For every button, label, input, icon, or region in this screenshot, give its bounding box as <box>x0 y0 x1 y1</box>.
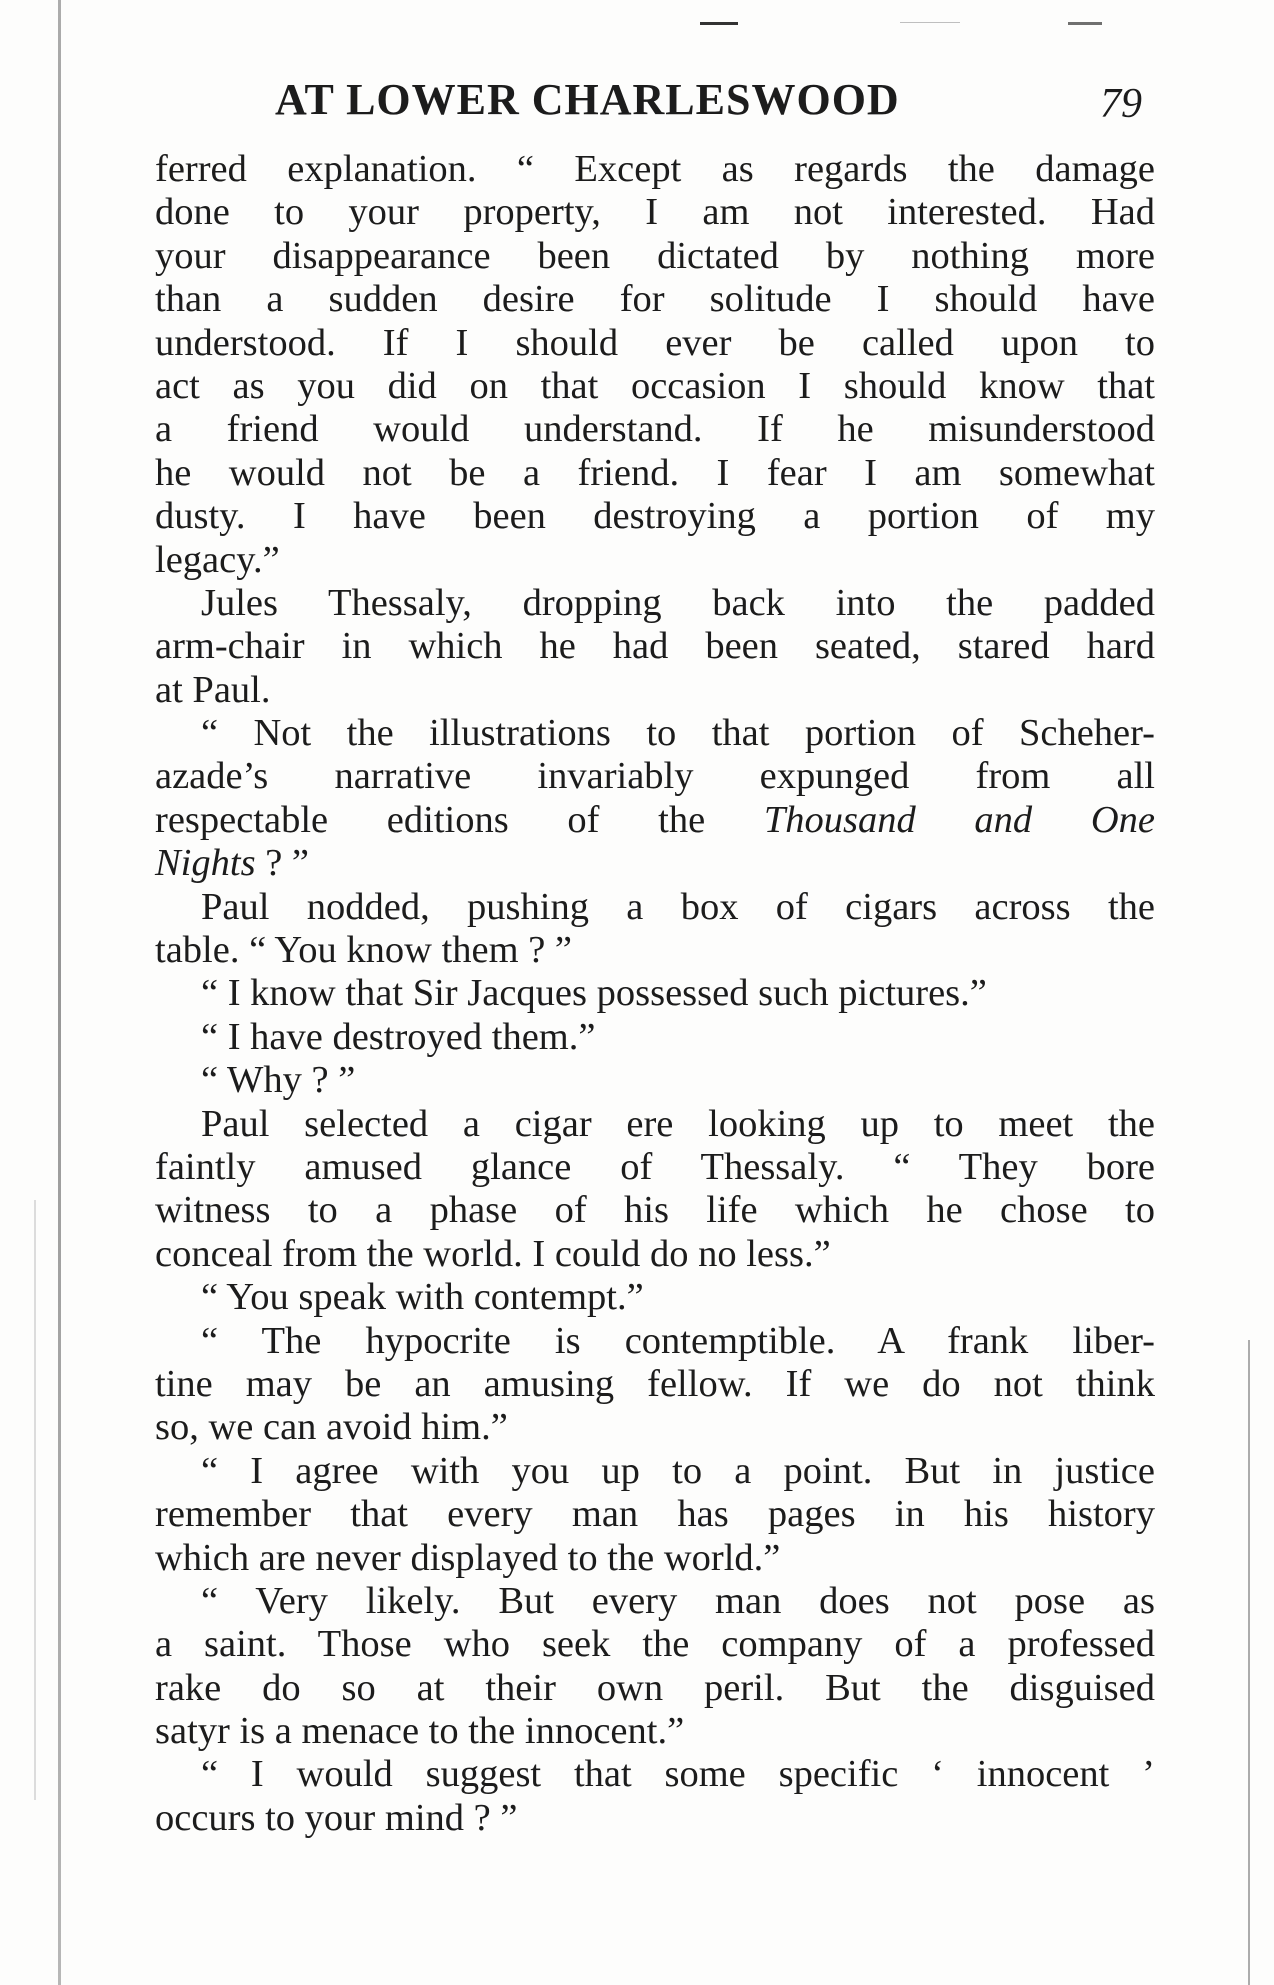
text-line: arm-chair in which he had been seated, stared hard <box>155 625 1155 668</box>
binding-shadow-faint <box>34 1200 36 1800</box>
text-line: “ Not the illustrations to that portion of Scheher- <box>201 712 1155 755</box>
text-line: done to your property, I am not interested. Had <box>155 191 1155 234</box>
text-line: which are never displayed to the world.” <box>155 1536 781 1579</box>
page-header <box>155 70 1155 130</box>
text-line: Paul selected a cigar ere looking up to meet the <box>201 1102 1155 1145</box>
italic-text: Nights <box>155 842 256 885</box>
text-line: table. “ You know them ? ” <box>155 929 573 972</box>
text-line: Paul nodded, pushing a box of cigars across the <box>201 885 1155 928</box>
text-line: “ Why ? ” <box>201 1059 356 1102</box>
text-line: rake do so at their own peril. But the disguised <box>155 1666 1155 1709</box>
text-line: legacy.” <box>155 538 280 581</box>
text-line: he would not be a friend. I fear I am somewhat <box>155 451 1155 494</box>
text-line: “ I have destroyed them.” <box>201 1015 596 1058</box>
page-edge-line <box>1248 1340 1250 1985</box>
text-line: occurs to your mind ? ” <box>155 1796 518 1839</box>
text-line: conceal from the world. I could do no less.” <box>155 1232 831 1275</box>
text-line: “ I know that Sir Jacques possessed such pictures.” <box>201 972 987 1015</box>
text-line: “ I agree with you up to a point. But in justice <box>201 1449 1155 1492</box>
text-line: a friend would understand. If he misunderstood <box>155 408 1155 451</box>
scan-mark <box>700 22 738 25</box>
text-line: your disappearance been dictated by nothing more <box>155 234 1155 277</box>
page-number: 79 <box>1100 81 1142 127</box>
text-line: ferred explanation. “ Except as regards the damage <box>155 148 1155 190</box>
text-line: “ I would suggest that some specific ‘ innocent ’ <box>201 1753 1155 1796</box>
text-line: witness to a phase of his life which he chose to <box>155 1189 1155 1232</box>
text-line: act as you did on that occasion I should know that <box>155 364 1155 407</box>
text-line: faintly amused glance of Thessaly. “ They bore <box>155 1145 1155 1188</box>
text-line: than a sudden desire for solitude I should have <box>155 278 1155 321</box>
text-line: at Paul. <box>155 668 271 711</box>
scan-mark <box>900 22 960 23</box>
text-line: Jules Thessaly, dropping back into the padded <box>201 581 1155 624</box>
text-line: tine may be an amusing fellow. If we do not think <box>155 1362 1155 1405</box>
line-text: respectable editions of the <box>155 798 764 841</box>
text-line: understood. If I should ever be called upon to <box>155 321 1155 364</box>
text-line: so, we can avoid him.” <box>155 1406 508 1449</box>
text-line: “ The hypocrite is contemptible. A frank liber- <box>201 1319 1155 1362</box>
text-line: “ You speak with contempt.” <box>201 1276 644 1319</box>
text-line: dusty. I have been destroying a portion of my <box>155 495 1155 538</box>
running-head: AT LOWER CHARLESWOOD <box>275 75 900 124</box>
line-text: ? ” <box>255 842 309 885</box>
text-line: satyr is a menace to the innocent.” <box>155 1710 685 1753</box>
scan-mark <box>1068 22 1102 25</box>
text-line <box>155 799 1155 842</box>
text-line <box>155 842 1155 885</box>
body-text <box>155 148 1155 1840</box>
text-line: remember that every man has pages in his history <box>155 1493 1155 1536</box>
italic-text: Thousand and One <box>763 798 1155 841</box>
text-line: azade’s narrative invariably expunged from all <box>155 755 1155 798</box>
text-line: a saint. Those who seek the company of a professed <box>155 1623 1155 1666</box>
binding-shadow <box>58 0 61 1985</box>
text-line: “ Very likely. But every man does not pose as <box>201 1579 1155 1622</box>
